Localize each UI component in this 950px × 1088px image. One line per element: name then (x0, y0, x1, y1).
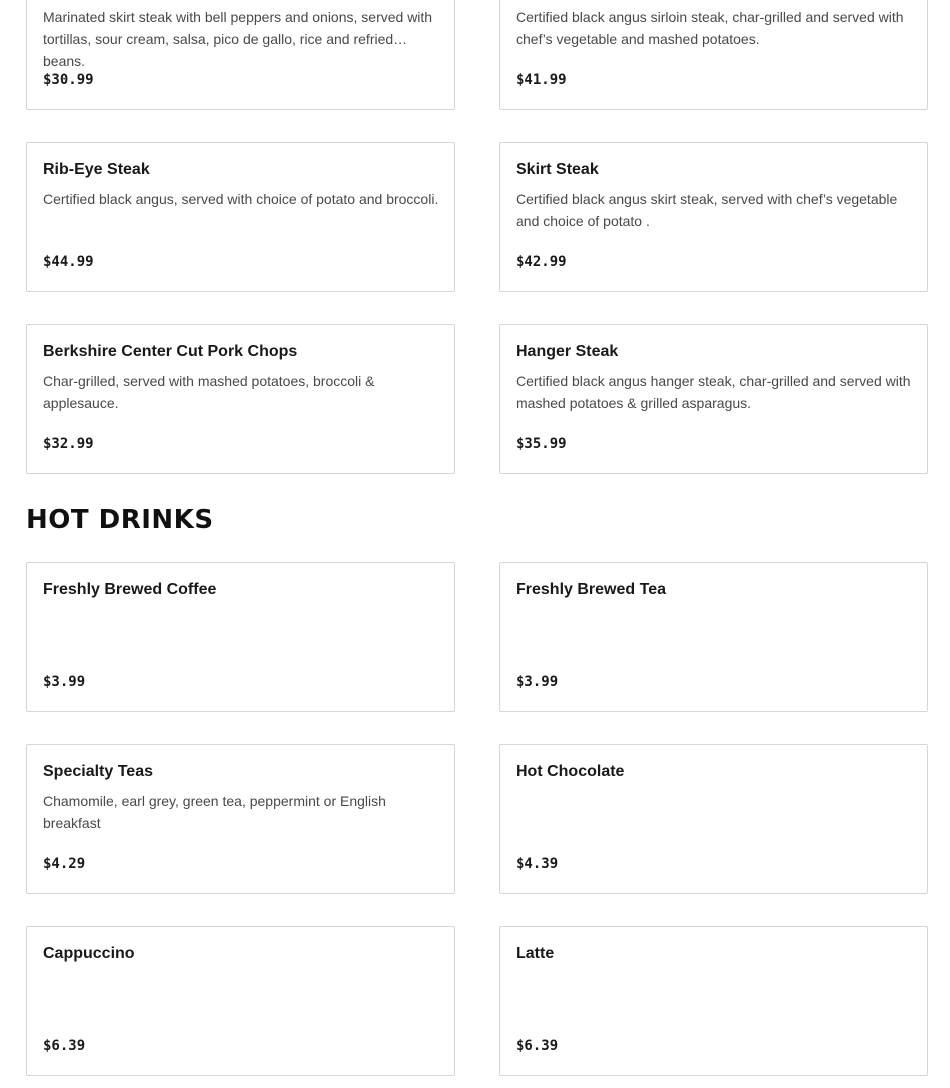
menu-item-card-coffee[interactable] (26, 562, 455, 712)
menu-item-description: Chamomile, earl grey, green tea, peppermint or English breakfast (43, 793, 386, 831)
menu-item-name: Skirt Steak (516, 161, 599, 178)
menu-item-card-tea[interactable] (499, 562, 928, 712)
menu-item-card[interactable] (26, 0, 455, 110)
menu-item-card-hanger-steak[interactable] (499, 324, 928, 474)
menu-item-name: Hanger Steak (516, 343, 619, 360)
menu-item-price: $44.99 (43, 254, 94, 270)
menu-item-name: Hot Chocolate (516, 763, 625, 780)
menu-item-card-latte[interactable] (499, 926, 928, 1076)
menu-item-name: Freshly Brewed Coffee (43, 581, 217, 598)
menu-item-card[interactable] (499, 0, 928, 110)
menu-item-name: Cappuccino (43, 945, 135, 962)
menu-item-card-pork-chops[interactable] (26, 324, 455, 474)
menu-item-card-hot-chocolate[interactable] (499, 744, 928, 894)
menu-item-price: $3.99 (516, 674, 559, 690)
menu-item-card-specialty-teas[interactable] (26, 744, 455, 894)
menu-item-description: Char-grilled, served with mashed potatoes, broccoli & applesauce. (43, 373, 375, 411)
menu-item-card-rib-eye-steak[interactable] (26, 142, 455, 292)
menu-item-card-cappuccino[interactable] (26, 926, 455, 1076)
menu-item-price: $35.99 (516, 436, 567, 452)
menu-item-description: Certified black angus hanger steak, char-grilled and served with mashed potatoes & grilled asparagus. (516, 373, 911, 411)
menu-item-name: Rib-Eye Steak (43, 161, 150, 178)
menu-item-name: Latte (516, 945, 555, 962)
menu-item-price: $42.99 (516, 254, 567, 270)
menu-item-price: $3.99 (43, 674, 86, 690)
menu-item-price: $41.99 (516, 72, 567, 88)
section-title-hot-drinks: HOT DRINKS (26, 505, 214, 535)
menu-item-price: $30.99 (43, 72, 94, 88)
menu-item-price: $6.39 (43, 1038, 86, 1054)
menu-item-price: $32.99 (43, 436, 94, 452)
menu-item-name: Berkshire Center Cut Pork Chops (43, 343, 298, 360)
menu-item-price: $4.29 (43, 856, 86, 872)
menu-item-price: $6.39 (516, 1038, 559, 1054)
menu-item-name: Specialty Teas (43, 763, 153, 780)
menu-item-description: Certified black angus, served with choice of potato and broccoli. (43, 191, 439, 207)
menu-item-description: Marinated skirt steak with bell peppers and onions, served with tortillas, sour cream, salsa, pico de gallo, rice and refried beans. (43, 9, 433, 69)
menu-item-description: Certified black angus skirt steak, served with chef’s vegetable and choice of potato . (516, 191, 898, 229)
menu-item-card-skirt-steak[interactable] (499, 142, 928, 292)
menu-item-name: Freshly Brewed Tea (516, 581, 666, 598)
menu-item-description: Certified black angus sirloin steak, char-grilled and served with chef’s vegetable and mashed potatoes. (516, 9, 904, 47)
menu-item-price: $4.39 (516, 856, 559, 872)
